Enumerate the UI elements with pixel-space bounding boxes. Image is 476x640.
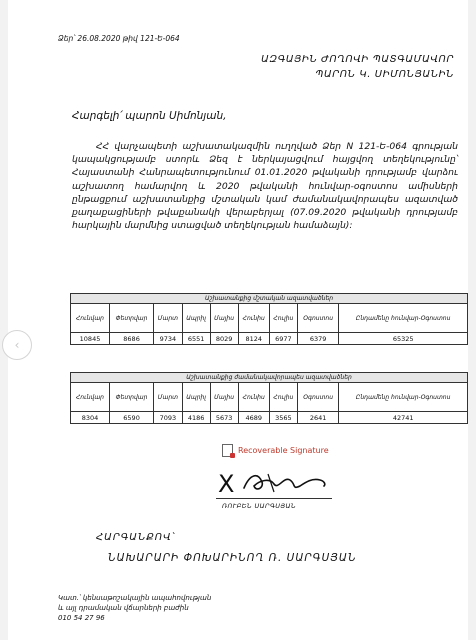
table-row: [71, 412, 468, 424]
table-cell: 65325: [339, 333, 468, 345]
temporary-dismissals-table: [70, 372, 468, 424]
column-header: Ապրիլ: [182, 304, 210, 333]
letter-body: ՀՀ վարչապետի աշխատակազմին ուղղված Ձեր N 121-Ե-064 գրության կապակցությամբ ստորև Ձեզ է ներկայացվում հայցվող տեղեկությունը՝ Հայաստանի Հանրապետությունում 01.01.2020 թվականի դրությամբ վարձու աշխատող համարվող և 2020 թվականի հունվար-օգոստոս ամիսների ընթացքում աշխատանքից մշտական կամ ժամանակավորապես ազատված քաղաքացիների թվաքանակի վերաբերյալ (07.09.2020 թվականի դրությամբ հարկային մարմնից ստացված տեղեկության համաձայն):: [72, 141, 458, 232]
document-signature-icon: [222, 444, 233, 457]
table-cell: 42741: [339, 412, 468, 424]
table-cell: 6551: [182, 333, 210, 345]
column-header: Փետրվար: [110, 304, 154, 333]
table-cell: 4186: [182, 412, 210, 424]
column-header: Հունվար: [71, 304, 110, 333]
table-header-row: [71, 383, 468, 412]
column-header: Հունիս: [238, 304, 269, 333]
column-header: Մայիս: [210, 383, 238, 412]
column-header: Մարտ: [154, 304, 183, 333]
table-cell: 10845: [71, 333, 110, 345]
table-title: Աշխատանքից մշտական ազատվածներ: [71, 294, 468, 304]
column-header: Մայիս: [210, 304, 238, 333]
column-header: Հուլիս: [269, 304, 297, 333]
chevron-left-icon: ‹: [14, 338, 20, 352]
table-cell: 8304: [71, 412, 110, 424]
column-header: Հունվար: [71, 383, 110, 412]
column-header: Օգոստոս: [297, 304, 338, 333]
deputy-minister-title: ՆԱԽԱՐԱՐԻ ՓՈԽԱՐԻՆՈՂ Ռ. ՍԱՐԳՍՅԱՆ: [108, 552, 357, 564]
column-header: Օգոստոս: [297, 383, 338, 412]
table-cell: 3565: [269, 412, 297, 424]
recoverable-signature-block: [222, 444, 329, 457]
table-cell: 6977: [269, 333, 297, 345]
table-title: Աշխատանքից ժամանակավորապես ազատվածներ: [71, 373, 468, 383]
contact-phone: 010 54 27 96: [58, 614, 105, 622]
table-cell: 7093: [154, 412, 183, 424]
signature-label: Recoverable Signature: [238, 446, 329, 455]
table-title-row: [71, 294, 468, 304]
table-cell: 9734: [154, 333, 183, 345]
table-cell: 6590: [110, 412, 154, 424]
table-cell: 8124: [238, 333, 269, 345]
permanent-dismissals-table: [70, 293, 468, 345]
table-cell: 4689: [238, 412, 269, 424]
column-header: Փետրվար: [110, 383, 154, 412]
table-cell: 6379: [297, 333, 338, 345]
handwritten-signature: [240, 468, 330, 498]
column-header: Ընդամենը հունվար-Օգոստոս: [339, 304, 468, 333]
recipient-block: [261, 52, 454, 82]
column-header: Հուլիս: [269, 383, 297, 412]
table-cell: 5673: [210, 412, 238, 424]
recipient-title: ԱԶԳԱՅԻՆ ԺՈՂՈՎԻ ՊԱՏԳԱՄԱՎՈՐ: [261, 54, 454, 65]
carousel-nav-button[interactable]: [2, 330, 32, 360]
table-cell: 8686: [110, 333, 154, 345]
document-page: [8, 0, 468, 640]
contact-footer: [58, 593, 211, 623]
column-header: Ապրիլ: [182, 383, 210, 412]
recipient-name: ՊԱՐՈՆ Կ. ՍԻՄՈՆՅԱՆԻՆ: [315, 69, 454, 80]
signature-line: [216, 498, 332, 499]
contact-line: և այլ դրամական վճարների բաժին: [58, 604, 189, 612]
table-title-row: [71, 373, 468, 383]
letter-reference: Ձեր՝ 26.08.2020 թիվ 121-Ե-064: [58, 34, 180, 43]
signature-x-mark: X: [218, 470, 235, 498]
signer-name: ՌՈՒԲԵՆ ՍԱՐԳՍՅԱՆ: [222, 502, 297, 510]
column-header: Մարտ: [154, 383, 183, 412]
table-cell: 2641: [297, 412, 338, 424]
salutation: Հարգելի՛ պարոն Սիմոնյան,: [72, 110, 227, 122]
contact-line: Կատ.՝ կենսաթոշակային ապահովության: [58, 594, 212, 602]
column-header: Ընդամենը հունվար-Օգոստոս: [339, 383, 468, 412]
table-header-row: [71, 304, 468, 333]
column-header: Հունիս: [238, 383, 269, 412]
table-cell: 8029: [210, 333, 238, 345]
table-row: [71, 333, 468, 345]
closing-phrase: ՀԱՐԳԱՆՔՈՎ՝: [96, 532, 176, 543]
